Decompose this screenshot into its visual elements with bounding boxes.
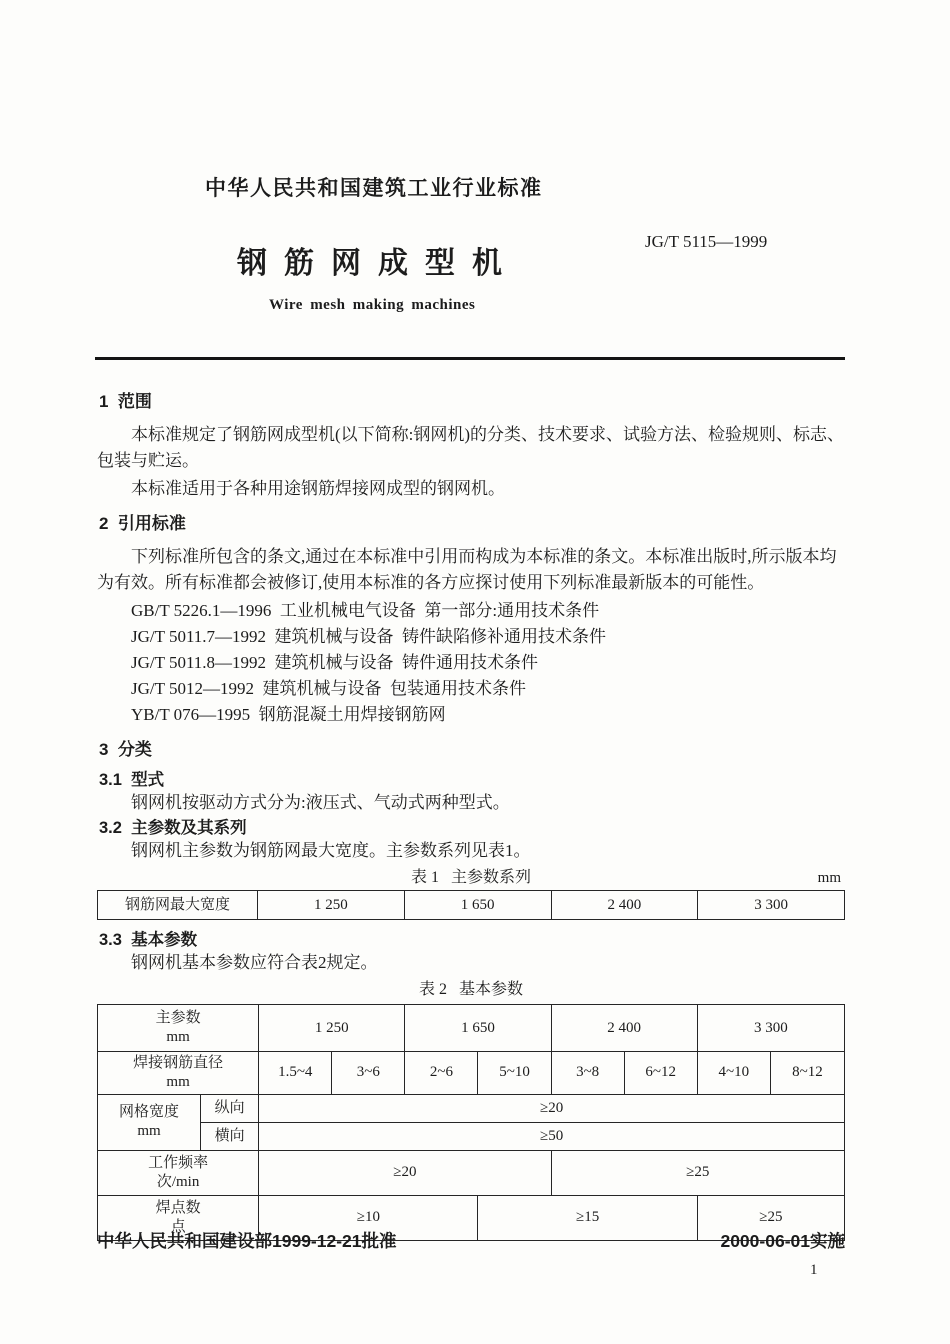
reference-item: GB/T 5226.1—1996 工业机械电气设备 第一部分:通用技术条件: [131, 601, 600, 620]
table1-caption: 表 1 主参数系列: [410, 869, 531, 886]
english-title: Wire mesh making machines: [269, 297, 476, 313]
section-2-paragraph: 下列标准所包含的条文,通过在本标准中引用而构成为本标准的条文。本标准出版时,所示版本均为有效。所有标准都会被修订,使用本标准的各方应探讨使用下列标准最新版本的可能性。: [97, 547, 837, 592]
table2-main-param-label: [98, 1005, 259, 1052]
table2-mesh-transverse-row: [98, 1122, 845, 1150]
section-3-2-text: 钢网机主参数为钢筋网最大宽度。主参数系列见表1。: [131, 841, 531, 860]
table2-diameter-value: 8~12: [770, 1052, 844, 1095]
table1-value-cell: 1 650: [404, 891, 551, 920]
main-param-unit-text: mm: [166, 1029, 190, 1045]
diameter-unit-text: mm: [166, 1073, 190, 1090]
table1-row: [98, 891, 845, 920]
weld-points-unit-text: 点: [170, 1218, 186, 1235]
table2-caption: 表 2 基本参数: [418, 981, 523, 998]
table1-caption-row: [97, 866, 845, 890]
table2-diameter-value: 1.5~4: [259, 1052, 332, 1095]
table2-main-param-value: 3 300: [697, 1005, 844, 1052]
section-3-1-heading: 3.1 型式: [99, 771, 165, 789]
table2-main-param-value: 1 250: [259, 1005, 405, 1052]
footer-implementation: 2000-06-01实施: [720, 1231, 845, 1251]
table2-diameter-row: [98, 1052, 845, 1095]
table1-value-cell: 2 400: [551, 891, 698, 920]
reference-item: JG/T 5012—1992 建筑机械与设备 包装通用技术条件: [131, 679, 526, 698]
mesh-unit-text: mm: [137, 1123, 161, 1139]
table2-mesh-longitudinal-row: [98, 1094, 845, 1122]
document-body: [97, 392, 845, 1241]
table2-mesh-value: ≥20: [259, 1094, 845, 1122]
reference-item: JG/T 5011.8—1992 建筑机械与设备 铸件通用技术条件: [131, 653, 539, 672]
reference-item: JG/T 5011.7—1992 建筑机械与设备 铸件缺陷修补通用技术条件: [131, 627, 607, 646]
table2-diameter-value: 2~6: [405, 1052, 478, 1095]
section-2-heading: 2 引用标准: [99, 514, 186, 533]
table1-value-cell: 1 250: [258, 891, 405, 920]
section-3-1-text: 钢网机按驱动方式分为:液压式、气动式两种型式。: [131, 793, 510, 812]
table2-weld-points-value: ≥15: [478, 1195, 697, 1240]
table2-diameter-value: 6~12: [624, 1052, 697, 1095]
table2-weld-points-value: ≥25: [697, 1195, 844, 1240]
table2-frequency-value: ≥25: [551, 1150, 844, 1195]
mesh-label-text: 网格宽度: [119, 1104, 180, 1121]
diameter-label-text: 焊接钢筋直径: [133, 1055, 224, 1071]
table2-main-param-value: 1 650: [405, 1005, 551, 1052]
section-3-3-heading: 3.3 基本参数: [99, 931, 198, 949]
table1-row-label: 钢筋网最大宽度: [98, 891, 258, 920]
table2-weld-points-value: ≥10: [259, 1195, 478, 1240]
table2-frequency-label: [98, 1150, 259, 1195]
frequency-unit-text: 次/min: [156, 1173, 200, 1190]
table2-frequency-row: [98, 1150, 845, 1195]
table2-diameter-value: 3~8: [551, 1052, 624, 1095]
table2-diameter-value: 4~10: [697, 1052, 770, 1095]
table2-diameter-label: [98, 1052, 259, 1095]
section-3-heading: 3 分类: [99, 740, 152, 759]
table2-basic-parameters: [97, 1004, 845, 1241]
table2-main-param-value: 2 400: [551, 1005, 697, 1052]
section-1-heading: 1 范围: [99, 392, 152, 411]
table2-mesh-sublabel: 横向: [201, 1122, 259, 1150]
table2-mesh-value: ≥50: [259, 1122, 845, 1150]
reference-list: [131, 598, 845, 728]
table2-diameter-value: 5~10: [478, 1052, 551, 1095]
table2-mesh-label: [98, 1094, 201, 1150]
table2-frequency-value: ≥20: [259, 1150, 551, 1195]
table2-mesh-sublabel: 纵向: [201, 1094, 259, 1122]
reference-item: YB/T 076—1995 钢筋混凝土用焊接钢筋网: [131, 705, 446, 724]
table2-main-param-row: [98, 1005, 845, 1052]
section-1-paragraph-1: 本标准规定了钢筋网成型机(以下简称:钢网机)的分类、技术要求、试验方法、检验规则、标志、包装与贮运。: [97, 425, 845, 470]
weld-points-label-text: 焊点数: [155, 1199, 201, 1216]
standard-class-heading: 中华人民共和国建筑工业行业标准: [205, 177, 543, 200]
section-1-paragraph-2: 本标准适用于各种用途钢筋焊接网成型的钢网机。: [131, 479, 505, 498]
section-3-2-heading: 3.2 主参数及其系列: [99, 819, 247, 837]
standard-number: JG/T 5115—1999: [645, 232, 768, 251]
header-rule: [95, 357, 845, 360]
document-title: 钢筋网成型机: [237, 247, 519, 280]
page-number: 1: [810, 1262, 818, 1278]
main-param-label-text: 主参数: [155, 1010, 201, 1027]
frequency-label-text: 工作频率: [148, 1154, 209, 1171]
table1-value-cell: 3 300: [698, 891, 845, 920]
section-3-3-text: 钢网机基本参数应符合表2规定。: [131, 953, 378, 972]
footer-approval: 中华人民共和国建设部1999-12-21批准: [97, 1231, 397, 1251]
table2-diameter-value: 3~6: [332, 1052, 405, 1095]
table1-main-parameter-series: [97, 890, 845, 920]
table1-unit-label: mm: [817, 870, 841, 886]
